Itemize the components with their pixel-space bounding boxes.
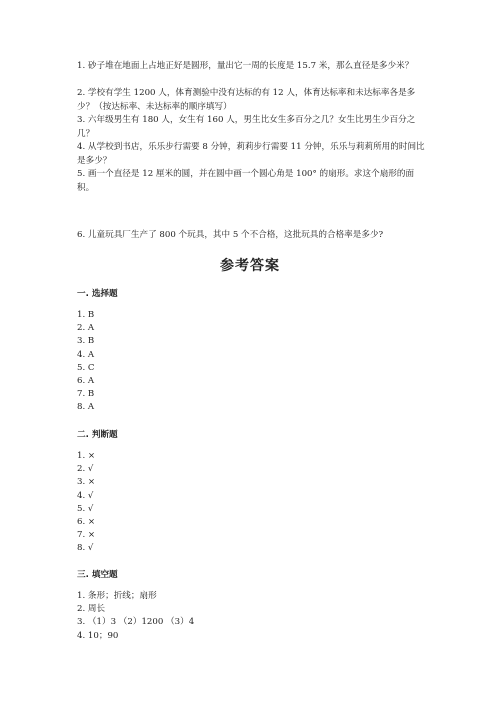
list-item: 6. A <box>77 376 95 387</box>
list-item: 3. B <box>77 336 95 347</box>
question-6: 6. 儿童玩具厂生产了 800 个玩具，其中 5 个不合格，这批玩具的合格率是多少? <box>77 230 384 240</box>
answer-title: 参考答案 <box>220 258 280 274</box>
fill-blank-answer-list <box>77 590 194 643</box>
list-item: 3. （1）3 （2）1200 （3）4 <box>77 617 195 628</box>
list-item: 5. √ <box>77 503 94 514</box>
question-1: 1. 砂子堆在地面上占地正好是圆形，量出它一周的长度是 15.7 米，那么直径是多少米？ <box>77 61 414 71</box>
list-item: 2. A <box>77 323 95 334</box>
list-item: 8. √ <box>77 543 94 554</box>
list-item: 6. × <box>77 517 96 528</box>
section-heading-fill-blank: 三. 填空题 <box>77 570 118 580</box>
list-item: 3. × <box>77 477 96 488</box>
list-item: 2. √ <box>77 464 94 475</box>
list-item: 4. √ <box>77 490 94 501</box>
question-3: 3. 六年级男生有 180 人，女生有 160 人，男生比女生多百分之几？女生比男生少百分之几？ <box>77 115 416 139</box>
question-5: 5. 画一个直径是 12 厘米的圆，并在圆中画一个圆心角是 100° 的扇形。求这个扇形的面积。 <box>77 169 415 193</box>
list-item: 2. 周长 <box>77 604 106 615</box>
list-item: 4. A <box>77 349 95 360</box>
list-item: 1. B <box>77 310 95 320</box>
list-item: 1. 条形；折线；扇形 <box>77 591 157 601</box>
list-item: 4. 10；90 <box>77 630 119 641</box>
judgment-answer-list <box>77 450 95 556</box>
question-2: 2. 学校有学生 1200 人，体育测验中没有达标的有 12 人，体育达标率和未达标率各是多少？（按达标率、未达标率的顺序填写） <box>77 88 416 112</box>
section-heading-choice: 一. 选择题 <box>77 289 118 299</box>
list-item: 7. B <box>77 389 95 400</box>
section-heading-judgment: 二. 判断题 <box>77 430 118 440</box>
question-4: 4. 从学校到书店，乐乐步行需要 8 分钟，莉莉步行需要 11 分钟，乐乐与莉莉所用的时间比是多少？ <box>77 142 425 166</box>
choice-answer-list <box>77 309 95 415</box>
list-item: 1. × <box>77 451 96 461</box>
list-item: 8. A <box>77 402 95 413</box>
list-item: 7. × <box>77 530 96 541</box>
list-item: 5. C <box>77 362 95 373</box>
